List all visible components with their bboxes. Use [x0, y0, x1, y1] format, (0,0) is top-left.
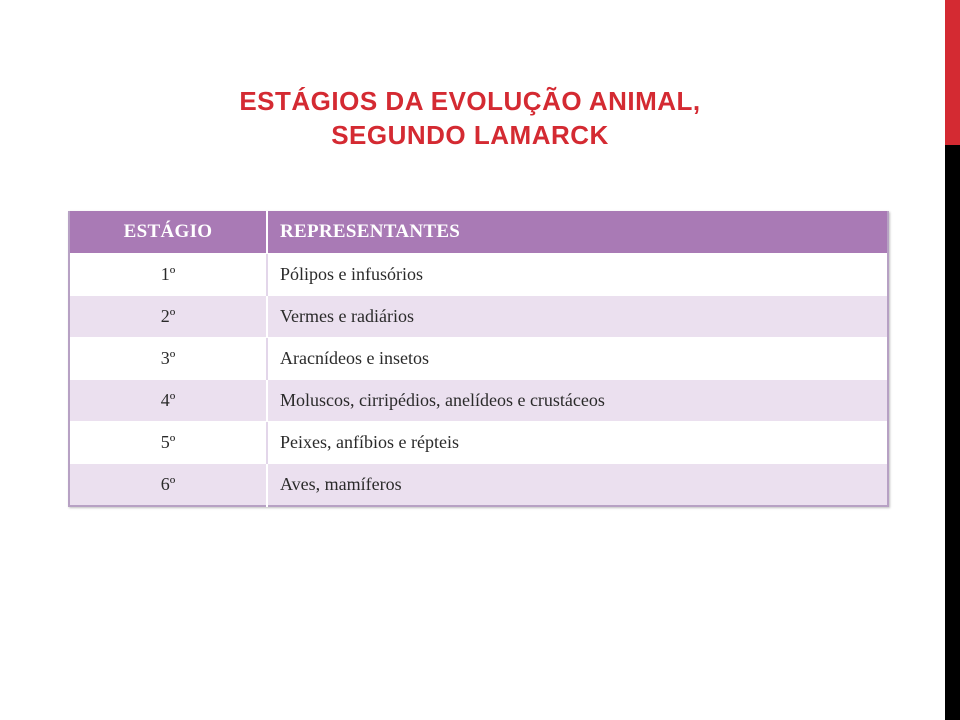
table-row — [69, 254, 888, 296]
table-row — [69, 338, 888, 380]
representatives-cell: Pólipos e infusórios — [267, 254, 888, 296]
slide-title-line1: ESTÁGIOS DA EVOLUÇÃO ANIMAL, — [239, 86, 701, 116]
representatives-cell: Peixes, anfíbios e répteis — [267, 422, 888, 464]
stage-cell: 3º — [69, 338, 267, 380]
representatives-cell: Vermes e radiários — [267, 296, 888, 338]
slide-title-line2: SEGUNDO LAMARCK — [331, 120, 609, 150]
representatives-cell: Aves, mamíferos — [267, 464, 888, 507]
table-row — [69, 422, 888, 464]
header-stage: ESTÁGIO — [69, 211, 267, 254]
header-representatives: REPRESENTANTES — [267, 211, 888, 254]
stage-cell: 2º — [69, 296, 267, 338]
stage-cell: 5º — [69, 422, 267, 464]
stage-cell: 1º — [69, 254, 267, 296]
table-row — [69, 296, 888, 338]
table-header-row — [69, 211, 888, 254]
slide-title — [150, 84, 790, 152]
stage-cell: 4º — [69, 380, 267, 422]
side-accent-bar-black — [945, 145, 960, 720]
representatives-cell: Aracnídeos e insetos — [267, 338, 888, 380]
table-row — [69, 464, 888, 507]
stage-cell: 6º — [69, 464, 267, 507]
representatives-cell: Moluscos, cirripédios, anelídeos e crustáceos — [267, 380, 888, 422]
table-row — [69, 380, 888, 422]
evolution-stages-table — [68, 211, 889, 507]
side-accent-bar-red — [945, 0, 960, 145]
